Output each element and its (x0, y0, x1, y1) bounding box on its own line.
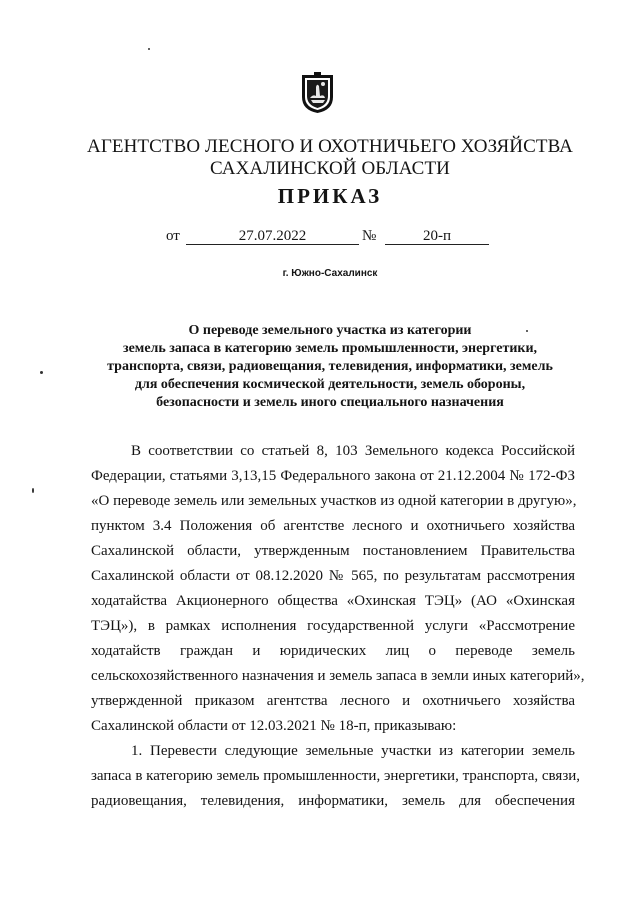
subject-line: земель запаса в категорию земель промышленности, энергетики, (122, 341, 538, 356)
body-line: запаса в категорию земель промышленности, энергетики, транспорта, связи, (91, 768, 581, 784)
body-line: В соответствии со статьей 8, 103 Земельного кодекса Российской (131, 443, 575, 459)
body-line: ходатайства Акционерного общества «Охинская ТЭЦ» (АО «Охинская (91, 593, 575, 609)
date-prefix: от (166, 228, 180, 244)
subject-line: для обеспечения космической деятельности, земель обороны, (134, 377, 526, 392)
subject-line: транспорта, связи, радиовещания, телевидения, информатики, земель (107, 359, 553, 374)
body-line: 1. Перевести следующие земельные участки из категории земель (131, 743, 575, 759)
city-name: г. Южно-Сахалинск (282, 268, 378, 279)
agency-name-line-2: САХАЛИНСКОЙ ОБЛАСТИ (209, 158, 450, 179)
body-line: радиовещания, телевидения, информатики, земель для обеспечения (91, 793, 575, 809)
body-line: Сахалинской области от 12.03.2021 № 18-п, приказываю: (91, 718, 457, 734)
scan-speck (40, 371, 43, 374)
body-line: пунктом 3.4 Положения об агентстве лесного и охотничьего хозяйства (91, 518, 575, 534)
subject-line: безопасности и земель иного специального назначения (156, 395, 504, 410)
subject-line: О переводе земельного участка из категории (188, 323, 472, 338)
scan-speck (148, 48, 150, 50)
scan-speck (526, 330, 528, 332)
body-line: «О переводе земель или земельных участков из одной категории в другую», (91, 493, 577, 509)
body-line: сельскохозяйственного назначения и земель запаса в земли иных категорий», (91, 668, 585, 684)
body-line: ходатайств граждан и юридических лиц о переводе земель (91, 643, 575, 659)
body-line: утвержденной приказом агентства лесного и охотничьего хозяйства (91, 693, 575, 709)
document-type-title: ПРИКАЗ (277, 184, 383, 208)
scan-speck (32, 488, 34, 493)
body-line: Федерации, статьями 3,13,15 Федерального закона от 21.12.2004 № 172-ФЗ (91, 468, 575, 484)
body-line: Сахалинской области от 08.12.2020 № 565, по результатам рассмотрения (91, 568, 575, 584)
document-date: 27.07.2022 (238, 228, 307, 244)
number-sign: № (362, 228, 377, 244)
body-line: ТЭЦ»), в рамках исполнения государственной услуги «Рассмотрение (91, 618, 575, 634)
coat-of-arms-icon (301, 72, 334, 114)
document-number: 20-п (422, 228, 452, 244)
body-line: Сахалинской области, утвержденным постановлением Правительства (91, 543, 575, 559)
agency-name-line-1: АГЕНТСТВО ЛЕСНОГО И ОХОТНИЧЬЕГО ХОЗЯЙСТВА (87, 136, 573, 157)
